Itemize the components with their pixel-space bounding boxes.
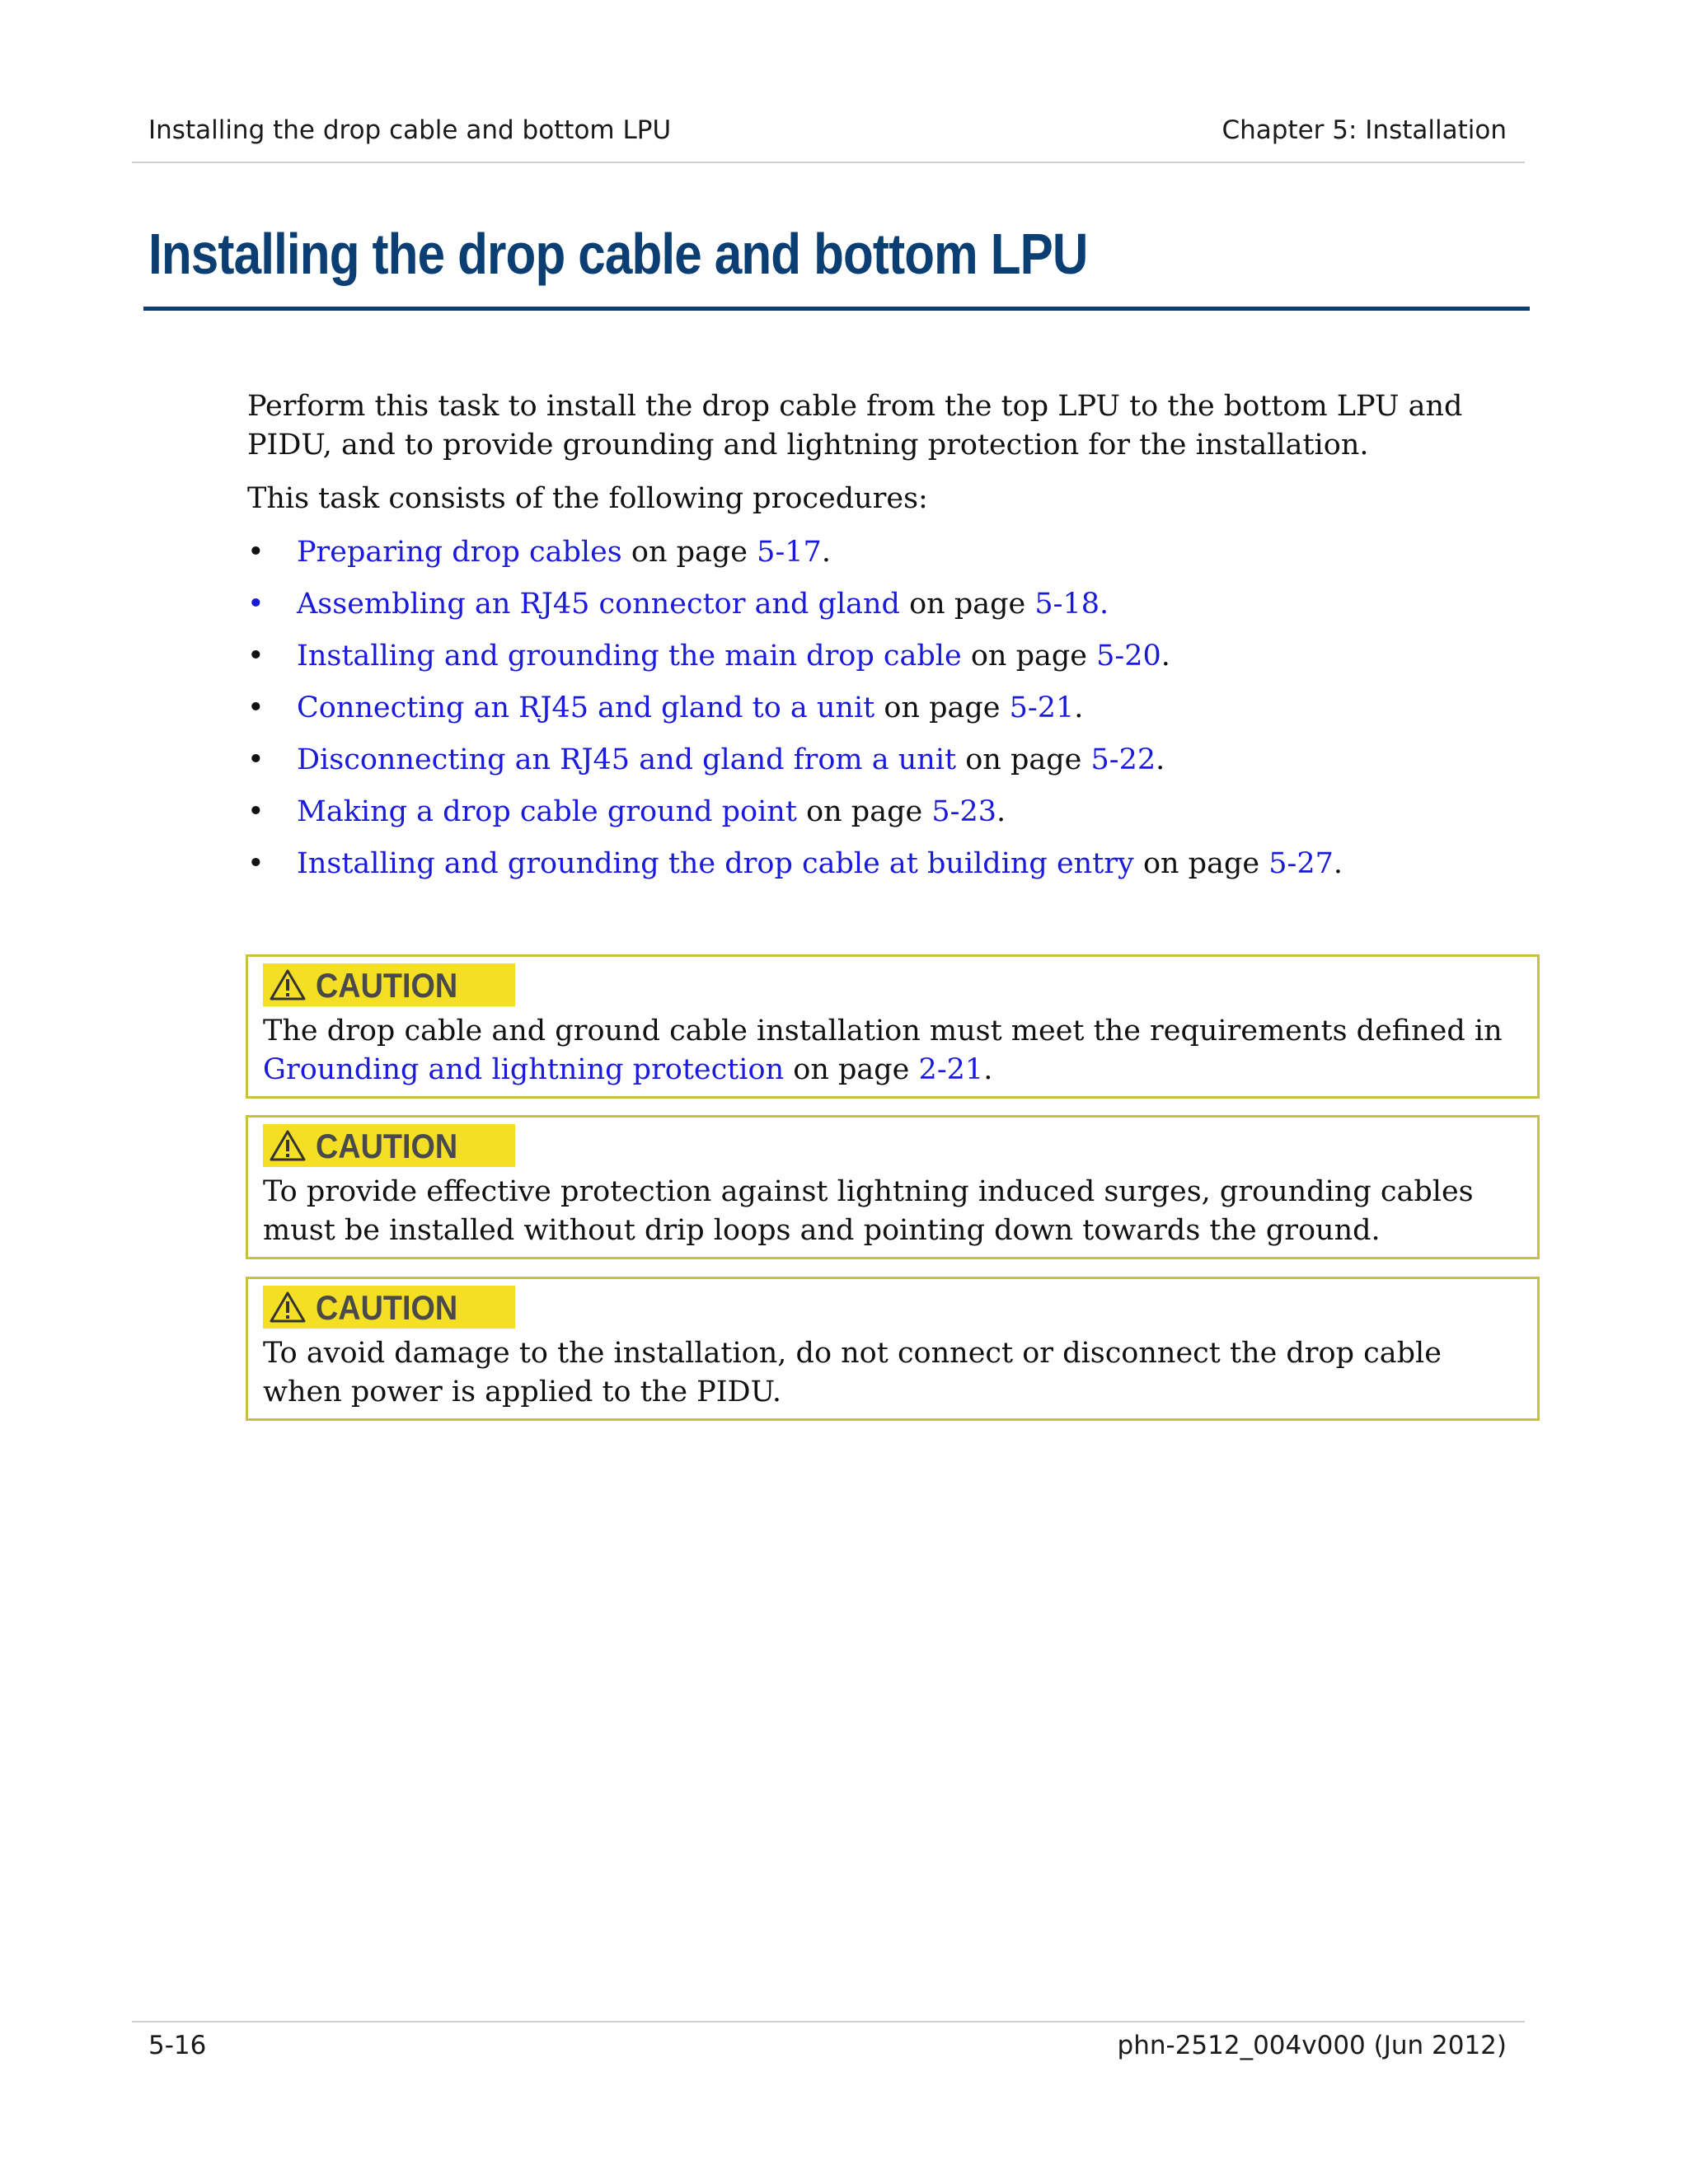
- bullet-icon: •: [247, 588, 265, 621]
- on-page-text: on page: [909, 588, 1026, 621]
- procedure-link[interactable]: Installing and grounding the drop cable at building entry: [297, 847, 1134, 880]
- page-ref-link[interactable]: 5-23: [931, 795, 996, 828]
- bullet-icon: •: [247, 795, 265, 828]
- caution-label: CAUTION: [316, 965, 458, 1005]
- on-page-text: on page: [806, 795, 923, 828]
- page-ref-link[interactable]: 5-18.: [1034, 588, 1109, 621]
- page-number: 5-16: [148, 2031, 207, 2060]
- procedure-link[interactable]: Installing and grounding the main drop cable: [297, 640, 962, 673]
- bullet-icon: •: [247, 691, 265, 724]
- list-item: • Making a drop cable ground point on page 5-23.: [247, 793, 1533, 832]
- caution-text: To avoid damage to the installation, do not connect or disconnect the drop cable when power is applied to the PIDU.: [263, 1337, 1442, 1408]
- on-page-text: on page: [965, 743, 1082, 776]
- caution-label: CAUTION: [316, 1287, 458, 1327]
- caution-badge: [263, 963, 515, 1006]
- list-item: • Installing and grounding the drop cable at building entry on page 5-27.: [247, 845, 1533, 883]
- running-header-chapter: Chapter 5: Installation: [1221, 115, 1507, 145]
- list-item: • Connecting an RJ45 and gland to a unit on page 5-21.: [247, 689, 1533, 728]
- document-id: phn-2512_004v000 (Jun 2012): [1117, 2031, 1507, 2060]
- page-ref-link[interactable]: 2-21: [918, 1053, 984, 1086]
- list-item: • Disconnecting an RJ45 and gland from a unit on page 5-22.: [247, 741, 1533, 780]
- page-ref-link[interactable]: 5-17: [757, 536, 822, 569]
- page-ref-link[interactable]: 5-27: [1268, 847, 1334, 880]
- procedure-link[interactable]: Disconnecting an RJ45 and gland from a unit: [297, 743, 957, 776]
- caution-badge: [263, 1286, 515, 1329]
- running-header-title: Installing the drop cable and bottom LPU: [148, 115, 672, 145]
- procedure-link[interactable]: Assembling an RJ45 connector and gland: [297, 588, 900, 621]
- on-page-text: on page: [631, 536, 748, 569]
- caution-box-3: [246, 1277, 1540, 1421]
- grounding-link[interactable]: Grounding and lightning protection: [263, 1053, 785, 1086]
- page-ref-link[interactable]: 5-21: [1009, 691, 1075, 724]
- caution-box-1: [246, 954, 1540, 1099]
- procedure-link[interactable]: Preparing drop cables: [297, 536, 622, 569]
- procedure-link[interactable]: Making a drop cable ground point: [297, 795, 797, 828]
- caution-label: CAUTION: [316, 1126, 458, 1165]
- page-title: Installing the drop cable and bottom LPU: [148, 222, 1088, 286]
- caution-text: To provide effective protection against lightning induced surges, grounding cables must be installed without drip loops and pointing down towards the ground.: [263, 1175, 1474, 1247]
- caution-text: The drop cable and ground cable installation must meet the requirements defined in Grounding and lightning protection on page 2-21.: [263, 1015, 1503, 1086]
- procedure-list: [247, 533, 1533, 883]
- header-divider: [132, 162, 1525, 163]
- list-item: [247, 585, 1533, 624]
- caution-badge: [263, 1124, 515, 1167]
- list-item: • Installing and grounding the main drop cable on page 5-20.: [247, 637, 1533, 676]
- on-page-text: on page: [970, 640, 1087, 673]
- bullet-icon: •: [247, 536, 265, 569]
- warning-triangle-icon: [270, 968, 306, 1001]
- title-underline: [143, 307, 1530, 311]
- caution-box-2: [246, 1115, 1540, 1259]
- procedure-link[interactable]: Connecting an RJ45 and gland to a unit: [297, 691, 875, 724]
- page-ref-link[interactable]: 5-20: [1096, 640, 1161, 673]
- on-page-text: on page: [884, 691, 1001, 724]
- bullet-icon: •: [247, 743, 265, 776]
- on-page-text: on page: [1142, 847, 1260, 880]
- procedures-intro: This task consists of the following procedures:: [247, 482, 928, 515]
- page-ref-link[interactable]: 5-22: [1090, 743, 1156, 776]
- intro-paragraph: Perform this task to install the drop cable from the top LPU to the bottom LPU and PIDU, and to provide grounding and lightning protection for the installation.: [247, 390, 1463, 462]
- warning-triangle-icon: [270, 1129, 306, 1162]
- bullet-icon: •: [247, 847, 265, 880]
- warning-triangle-icon: [270, 1291, 306, 1324]
- footer-divider: [132, 2021, 1525, 2022]
- bullet-icon: •: [247, 640, 265, 673]
- body-content: [247, 387, 1533, 897]
- list-item: • Preparing drop cables on page 5-17.: [247, 533, 1533, 572]
